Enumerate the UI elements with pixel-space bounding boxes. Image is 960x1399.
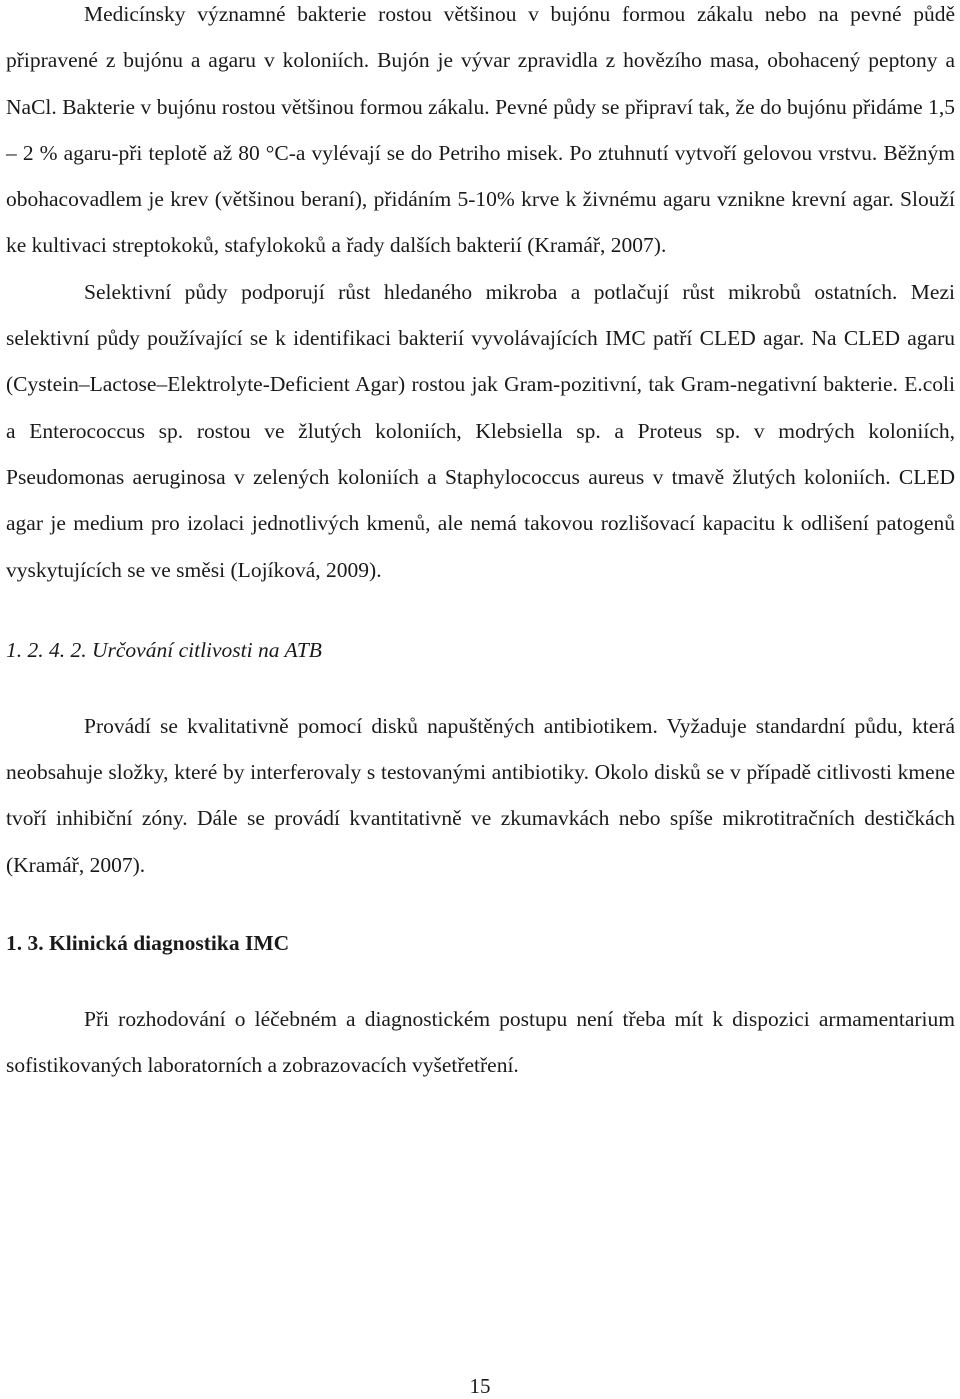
- page-number: 15: [469, 1374, 491, 1398]
- paragraph-disk-method: Provádí se kvalitativně pomocí disků napuštěných antibiotikem. Vyžaduje standardní půdu, která neobsahuje složky, které by interferovaly s testovanými antibiotiky. Okolo disků se v případě citlivosti kmene tvoří inhibiční zóny. Dále se provádí kvantitativně ve zkumavkách nebo spíše mikrotitračních destičkách (Kramář, 2007).: [6, 713, 955, 877]
- page-content: [6, 0, 955, 1089]
- paragraph-diagnostic-approach: Při rozhodování o léčebném a diagnostickém postupu není třeba mít k dispozici armamentarium sofistikovaných laboratorních a zobrazovacích vyšetřetření.: [6, 1007, 955, 1078]
- section-heading-atb-sensitivity: 1. 2. 4. 2. Určování citlivosti na ATB: [6, 637, 322, 662]
- section-heading-clinical-diagnostics: 1. 3. Klinická diagnostika IMC: [6, 931, 290, 956]
- paragraph-selective-media: Selektivní půdy podporují růst hledaného mikroba a potlačují růst mikrobů ostatních. Mezi selektivní půdy používající se k identifikaci bakterií vyvolávajících IMC patří CLED agar. Na CLED agaru (Cystein–Lactose–Elektrolyte-Deficient Agar) rostou jak Gram-pozitivní, tak Gram-negativní bakterie. E.coli a Enterococcus sp. rostou ve žlutých koloniích, Klebsiella sp. a Proteus sp. v modrých koloniích, Pseudomonas aeruginosa v zelených koloniích a Staphylococcus aureus v tmavě žlutých koloniích. CLED agar je medium pro izolaci jednotlivých kmenů, ale nemá takovou rozlišovací kapacitu k odlišení patogenů vyskytujících se ve směsi (Lojíková, 2009).: [6, 279, 955, 582]
- paragraph-bacteria-growth: Medicínsky významné bakterie rostou většinou v bujónu formou zákalu nebo na pevné půdě připravené z bujónu a agaru v koloniích. Bujón je vývar zpravidla z hovězího masa, obohacený peptony a NaCl. Bakterie v bujónu rostou většinou formou zákalu. Pevné půdy se připraví tak, že do bujónu přidáme 1,5 – 2 % agaru-při teplotě až 80 °C-a vylévají se do Petriho misek. Po ztuhnutí vytvoří gelovou vrstvu. Běžným obohacovadlem je krev (většinou beraní), přidáním 5-10% krve k živnému agaru vznikne krevní agar. Slouží ke kultivaci streptokoků, stafylokoků a řady dalších bakterií (Kramář, 2007).: [6, 2, 955, 258]
